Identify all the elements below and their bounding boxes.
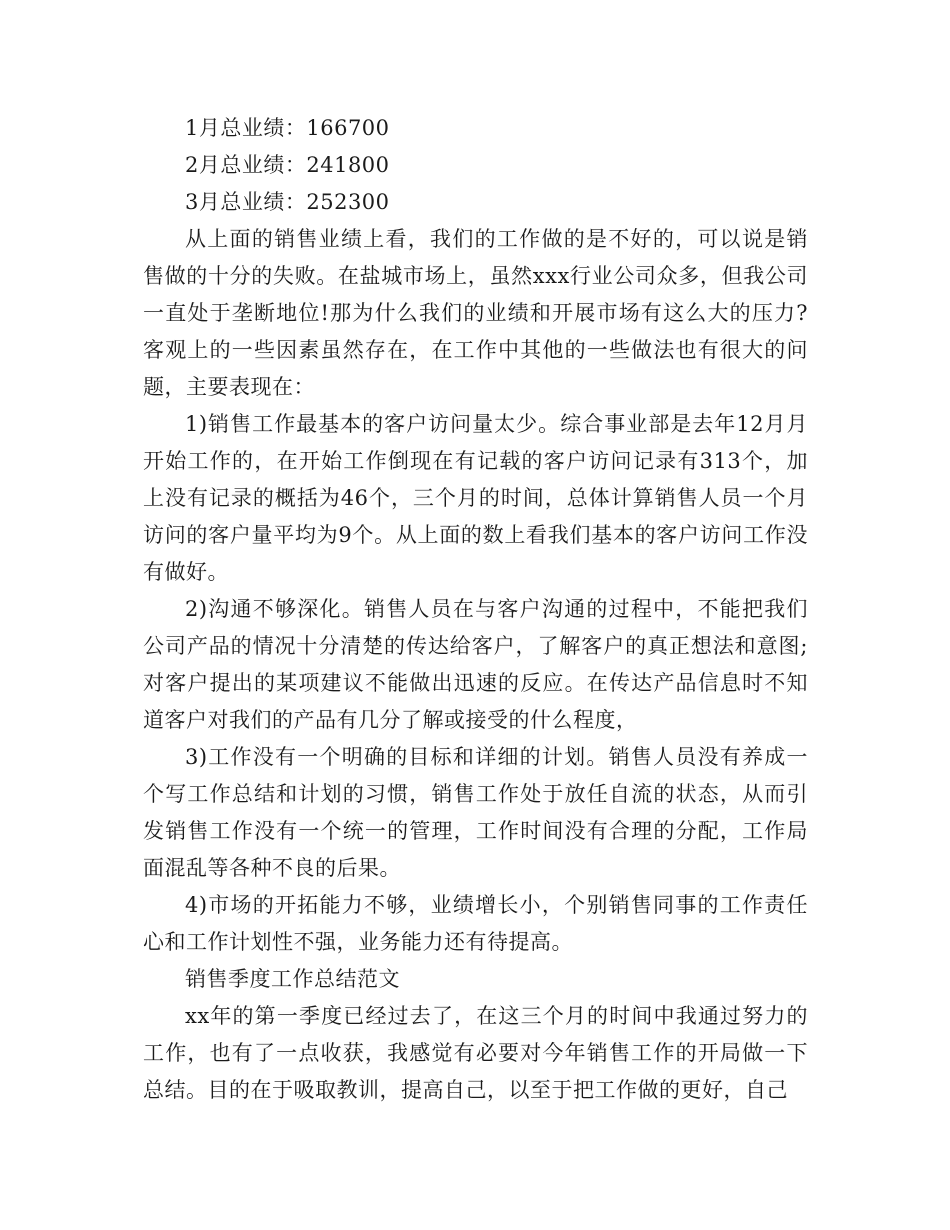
document-body [143, 110, 808, 1109]
point-3-paragraph: 3)工作没有一个明确的目标和详细的计划。销售人员没有养成一个写工作总结和计划的习惯，销售工作处于放任自流的状态，从而引发销售工作没有一个统一的管理，工作时间没有合理的分配，工作局面混乱等各种不良的后果。 [143, 745, 808, 880]
point-2-paragraph: 2)沟通不够深化。销售人员在与客户沟通的过程中，不能把我们公司产品的情况十分清楚的传达给客户，了解客户的真正想法和意图;对客户提出的某项建议不能做出迅速的反应。在传达产品信息时不知道客户对我们的产品有几分了解或接受的什么程度， [143, 597, 808, 732]
intro-paragraph: 从上面的销售业绩上看，我们的工作做的是不好的，可以说是销售做的十分的失败。在盐城市场上，虽然xxx行业公司众多，但我公司一直处于垄断地位!那为什么我们的业绩和开展市场有这么大的压力?客观上的一些因素虽然存在，在工作中其他的一些做法也有很大的问题，主要表现在： [143, 227, 808, 399]
point-4-paragraph: 4)市场的开拓能力不够，业绩增长小，个别销售同事的工作责任心和工作计划性不强，业务能力还有待提高。 [143, 893, 808, 954]
march-total-line: 3月总业绩：252300 [185, 190, 390, 214]
february-total-line: 2月总业绩：241800 [185, 153, 390, 177]
section-heading: 销售季度工作总结范文 [185, 967, 400, 991]
closing-paragraph: xx年的第一季度已经过去了，在这三个月的时间中我通过努力的工作，也有了一点收获，我感觉有必要对今年销售工作的开局做一下总结。目的在于吸取教训，提高自己，以至于把工作做的更好，自己 [143, 1004, 808, 1102]
point-1-paragraph: 1)销售工作最基本的客户访问量太少。综合事业部是去年12月月开始工作的，在开始工作倒现在有记载的客户访问记录有313个，加上没有记录的概括为46个，三个月的时间，总体计算销售人员一个月访问的客户量平均为9个。从上面的数上看我们基本的客户访问工作没有做好。 [143, 412, 808, 584]
january-total-line: 1月总业绩：166700 [185, 116, 390, 140]
